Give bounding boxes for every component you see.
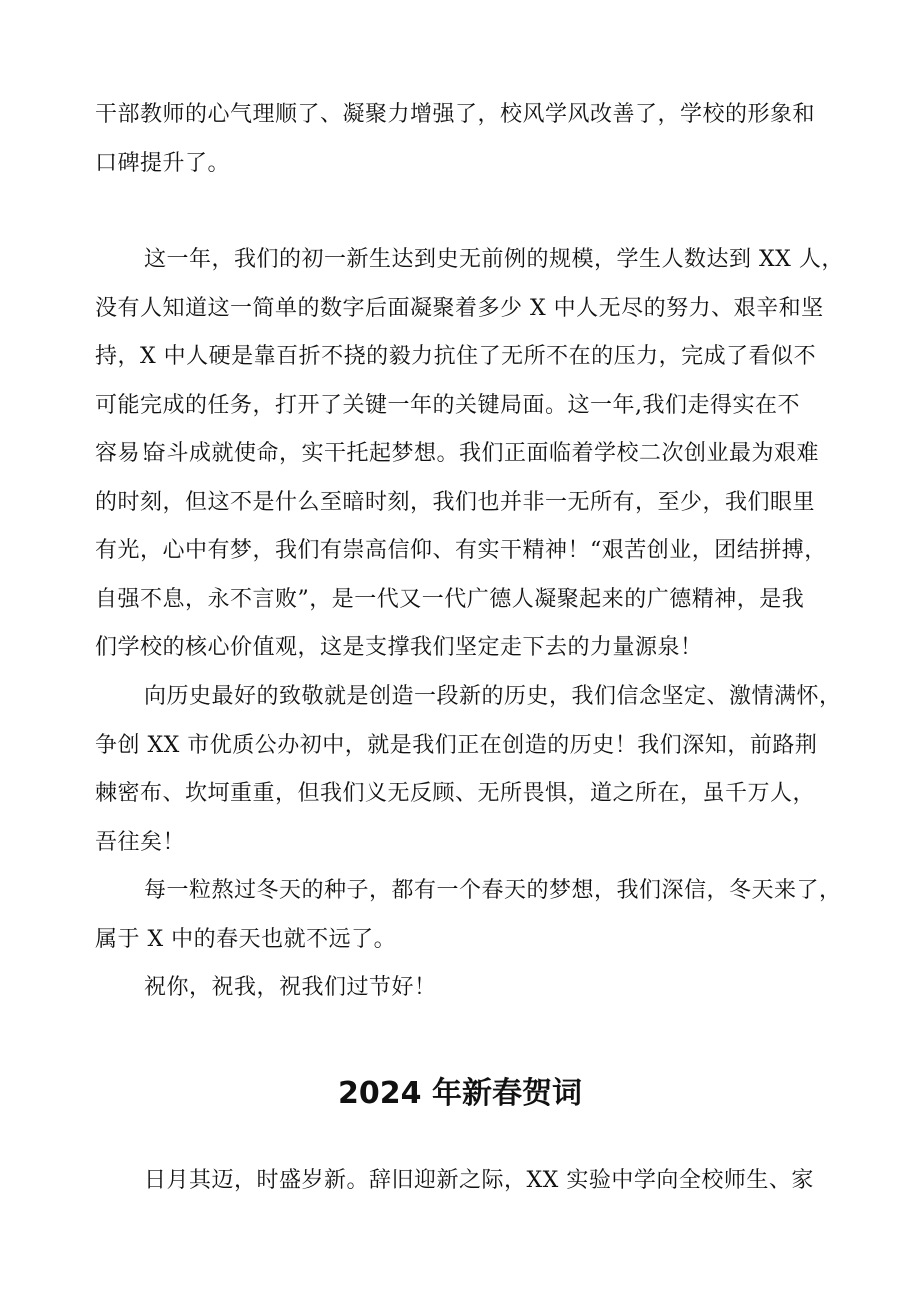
text-line: 有光，心中有梦，我们有崇高信仰、有实干精神！“艰苦创业，团结拼搏，	[95, 538, 827, 563]
text-line: 口碑提升了。	[95, 150, 231, 176]
text-line: 日月其迈，时盛岁新。辞旧迎新之际，XX 实验中学向全校师生、家	[144, 1168, 814, 1193]
paragraph-7	[95, 1157, 835, 1206]
text-line: 干部教师的心气理顺了、凝聚力增强了，校风学风改善了，学校的形象和	[95, 102, 816, 127]
text-line: 这一年，我们的初一新生达到史无前例的规模，学生人数达到 XX 人，	[144, 247, 844, 272]
text-line: 吾往矣！	[95, 829, 186, 855]
text-line: 争创 XX 市优质公办初中，就是我们正在创造的历史！我们深知，前路荆	[95, 732, 818, 758]
text-line: 属于 X 中的春天也就不远了。	[95, 926, 397, 952]
text-line: 棘密布、坎坷重重，但我们义无反顾、无所畏惧，道之所在，虽千万人，	[95, 781, 816, 806]
text-line: 祝你，祝我，祝我们过节好！	[144, 975, 437, 1000]
text-line: 可能完成的任务，打开了关键一年的关键局面。这一年,我们走得实在不	[95, 392, 800, 418]
text-line: 们学校的核心价值观，这是支撑我们坚定走下去的力量源泉！	[95, 635, 703, 660]
text-line: 每一粒熬过冬天的种子，都有一个春天的梦想，我们深信，冬天来了，	[144, 878, 842, 903]
text-line: 的时刻，但这不是什么至暗时刻，我们也并非一无所有，至少，我们眼里	[95, 489, 816, 515]
text-line: 容易！	[95, 441, 163, 466]
paragraph-6	[95, 964, 835, 1013]
paragraph-1	[95, 91, 835, 188]
text-line: 没有人知道这一简单的数字后面凝聚着多少 X 中人无尽的努力、艰辛和坚	[95, 295, 824, 321]
text-line: 自强不息，永不言败”，是一代又一代广德人凝聚起来的广德精神，是我	[95, 586, 805, 612]
paragraph-4	[95, 673, 842, 867]
text-line: 向历史最好的致敬就是创造一段新的历史，我们信念坚定、激情满怀，	[144, 684, 842, 709]
paragraph-5	[95, 867, 842, 964]
paragraph-3	[95, 430, 835, 673]
text-line: 持，X 中人硬是靠百折不挠的毅力抗住了无所不在的压力，完成了看似不	[95, 344, 817, 369]
section-heading: 2024 年新春贺词	[338, 1076, 582, 1111]
text-line: 奋斗成就使命，实干托起梦想。我们正面临着学校二次创业最为艰难	[144, 441, 820, 466]
